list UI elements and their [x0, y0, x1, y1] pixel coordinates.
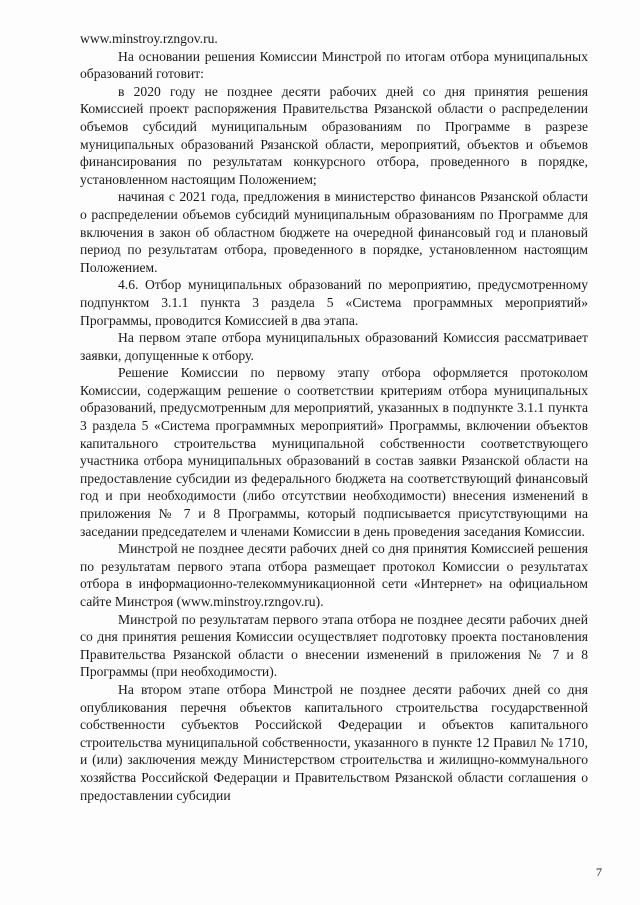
website-url-line: www.minstroy.rzngov.ru. [80, 31, 218, 46]
paragraph: начиная с 2021 года, предложения в министерство финансов Рязанской области о распределении объемов субсидий муниципальным образованиям по Программе для включения в закон об областном бюджете на очередной финансовый год и плановый период по результатам отбора, проведенного в порядке, установленном настоящим Положением. [80, 189, 588, 275]
paragraph: Минстрой не позднее десяти рабочих дней со дня принятия Комиссией решения по результатам первого этапа отбора размещает протокол Комиссии о результатах отбора в информационно-телекоммуникационной сети «Интернет» на официальном сайте Минстроя (www.minstroy.rzngov.ru). [80, 541, 588, 609]
paragraph: На основании решения Комиссии Минстрой по итогам отбора муниципальных образований готовит: [80, 48, 588, 82]
paragraph: Решение Комиссии по первому этапу отбора оформляется протоколом Комиссии, содержащим решение о соответствии критериям отбора муниципальных образований, предусмотренным для мероприятий, указанных в подпункте 3.1.1 пункта 3 раздела 5 «Система программных мероприятий» Программы, включении объектов капитального строительства муниципальной собственности соответствующего участника отбора муниципальных образований в состав заявки Рязанской области на предоставление субсидии из федерального бюджета на соответствующий финансовый год и при необходимости (либо отсутствии необходимости) внесения изменений в приложения № 7 и 8 Программы, который подписывается присутствующими на заседании председателем и членами Комиссии в день проведения заседания Комиссии. [80, 365, 588, 539]
document-body [80, 30, 588, 804]
paragraph: в 2020 году не позднее десяти рабочих дней со дня принятия решения Комиссией проект распоряжения Правительства Рязанской области о распределении объемов субсидий муниципальным образованиям по Программе в разрезе муниципальных образований Рязанской области, мероприятий, объектов и объемов финансирования по результатам конкурсного отбора, проведенного в порядке, установленном настоящим Положением; [80, 83, 588, 187]
paragraph: На втором этапе отбора Минстрой не позднее десяти рабочих дней со дня опубликования перечня объектов капитального строительства государственной собственности субъектов Российской Федерации и объектов капитального строительства муниципальной собственности, указанного в пункте 12 Правил № 1710, и (или) заключения между Министерством строительства и жилищно-коммунального хозяйства Российской Федерации и Правительством Рязанской области соглашения о предоставлении субсидии [80, 681, 588, 803]
paragraph: 4.6. Отбор муниципальных образований по мероприятию, предусмотренному подпунктом 3.1.1 пункта 3 раздела 5 «Система программных мероприятий» Программы, проводится Комиссией в два этапа. [80, 277, 588, 328]
paragraph: Минстрой по результатам первого этапа отбора не позднее десяти рабочих дней со дня принятия решения Комиссии осуществляет подготовку проекта постановления Правительства Рязанской области о внесении изменений в приложения № 7 и 8 Программы (при необходимости). [80, 611, 588, 680]
page-number: 7 [596, 865, 602, 879]
paragraph: На первом этапе отбора муниципальных образований Комиссия рассматривает заявки, допущенные к отбору. [80, 330, 588, 363]
